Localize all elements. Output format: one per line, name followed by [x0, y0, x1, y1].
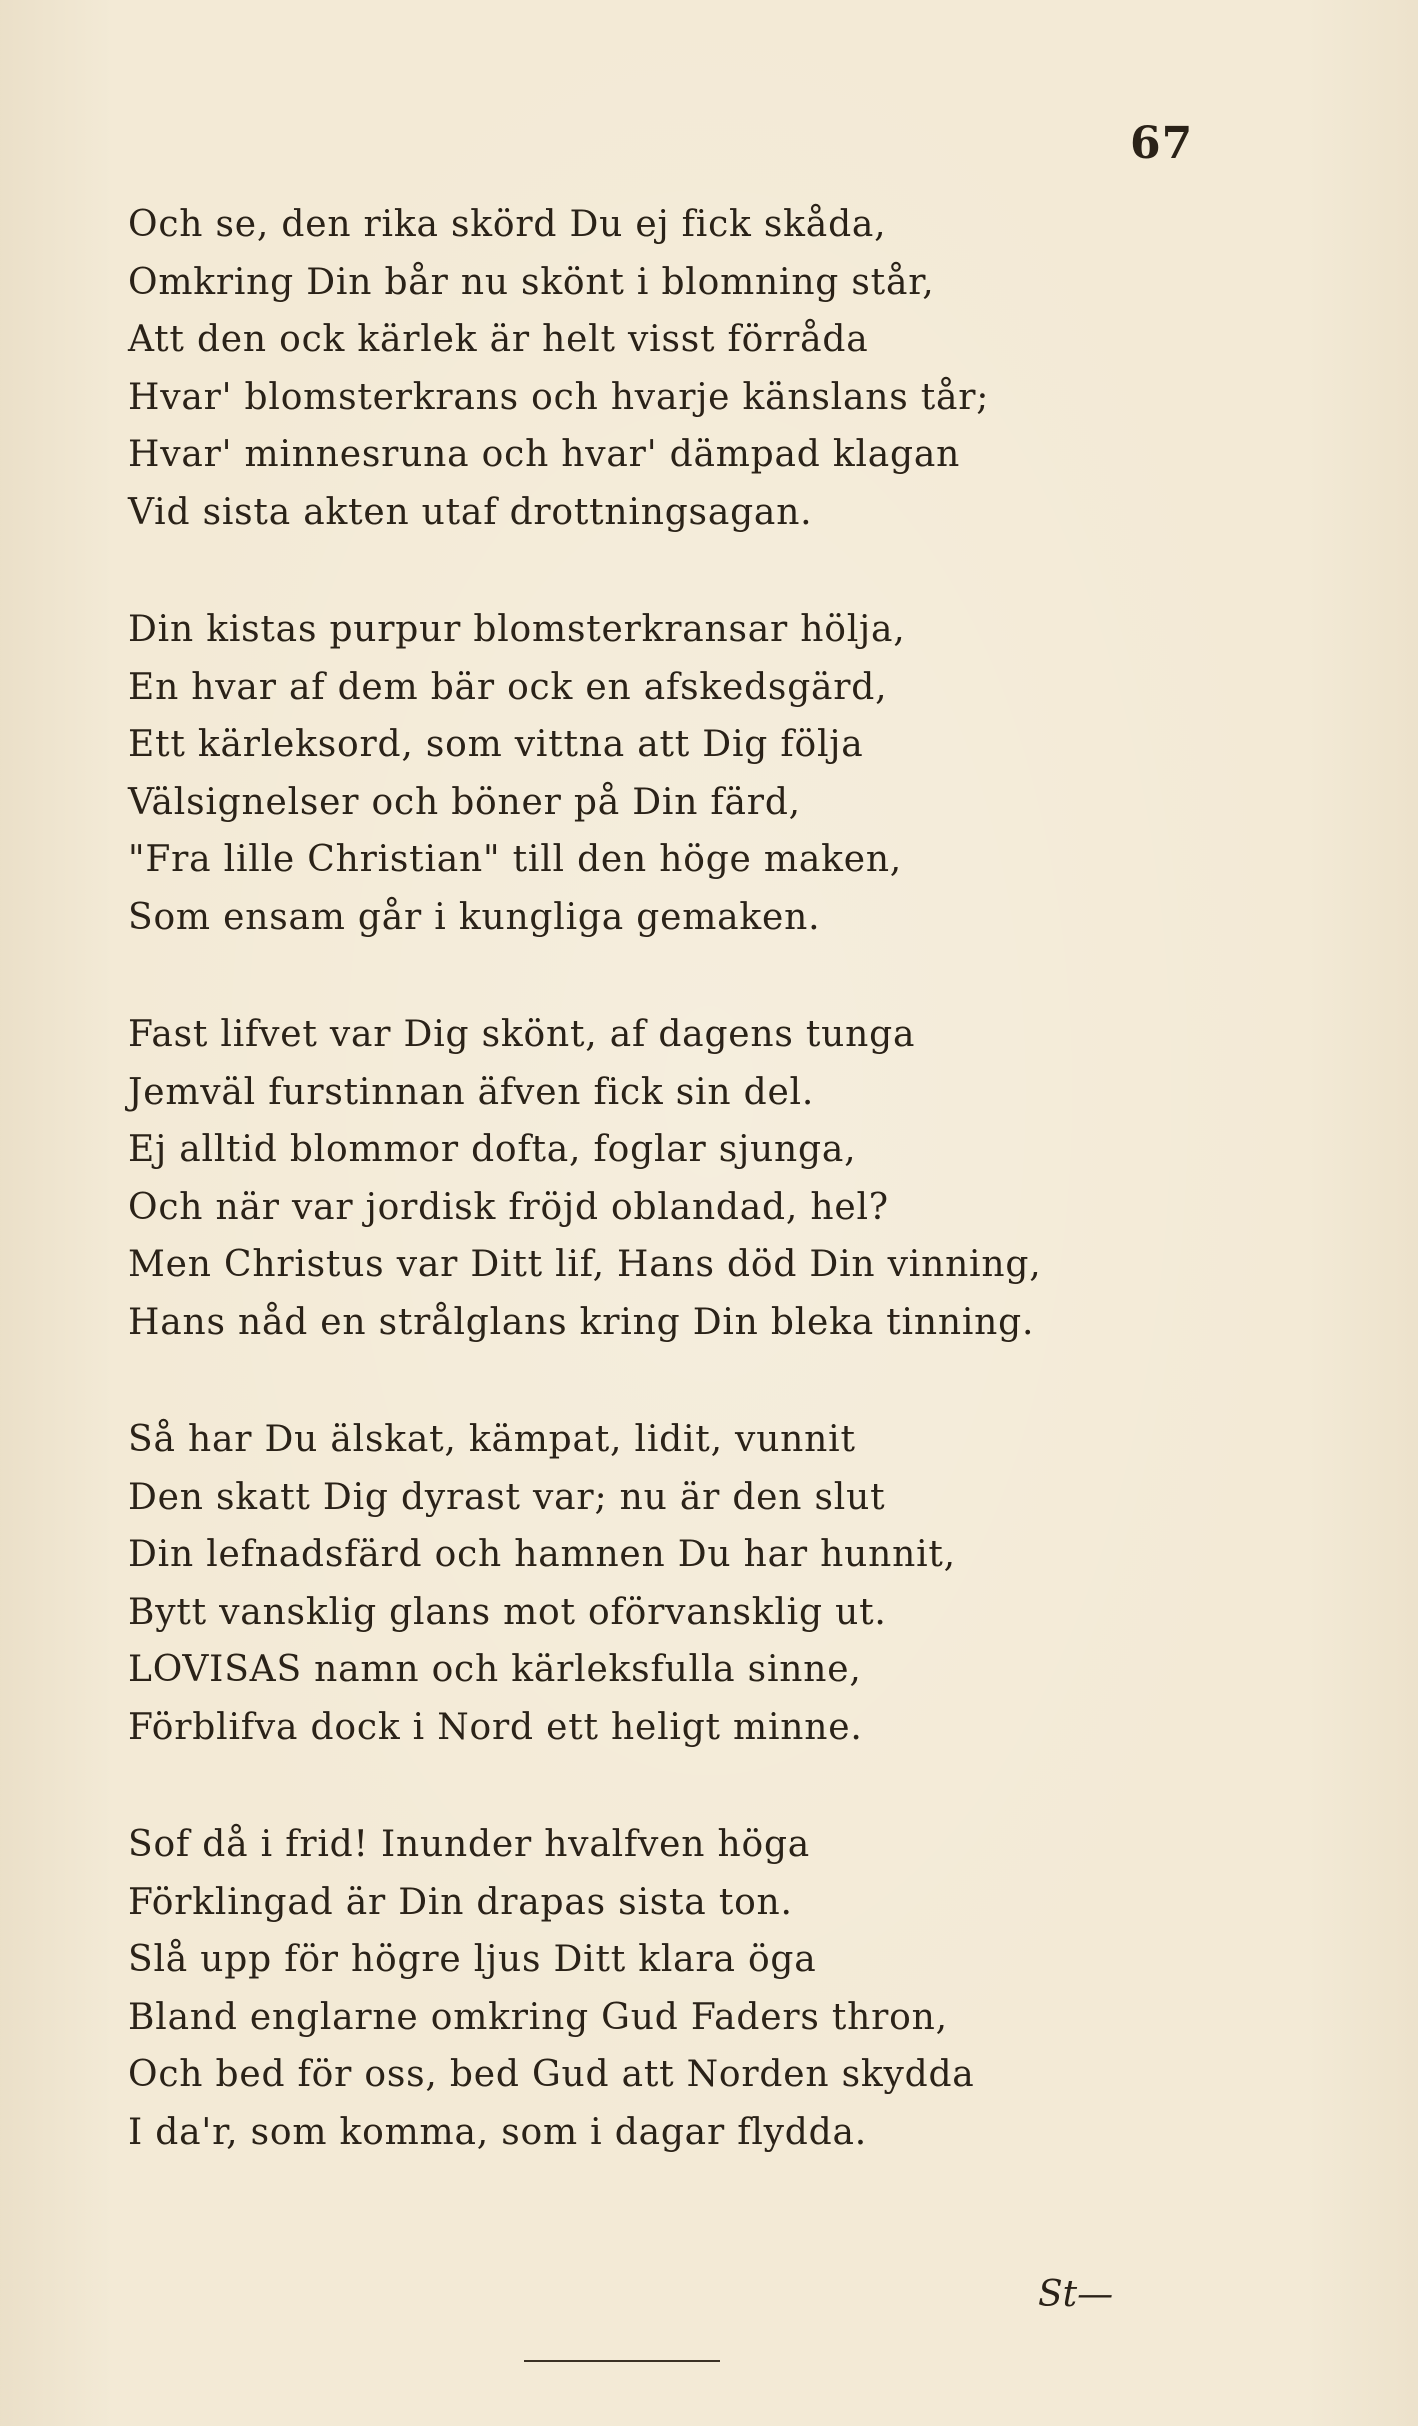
stanza-4 — [128, 1411, 1308, 1756]
poem-line: Hvar' blomsterkrans och hvarje känslans tår; — [128, 376, 990, 418]
poem-line: Ett kärleksord, som vittna att Dig följa — [128, 724, 864, 765]
stanza-2 — [128, 601, 1308, 946]
poem-line: Vid sista akten utaf drottningsagan. — [128, 491, 813, 533]
page-number: 67 — [1130, 118, 1194, 169]
stanza-3 — [128, 1006, 1308, 1351]
poem-line: Bland englarne omkring Gud Faders thron, — [128, 1996, 948, 2038]
closing-rule — [524, 2360, 720, 2362]
poem-line: Och bed för oss, bed Gud att Norden skydda — [128, 2054, 975, 2095]
poem-line: Omkring Din bår nu skönt i blomning står, — [128, 261, 935, 303]
catchword: St— — [1038, 2274, 1114, 2315]
poem-line: Så har Du älskat, kämpat, lidit, vunnit — [128, 1419, 856, 1460]
poem-line: En hvar af dem bär ock en afskedsgärd, — [128, 666, 888, 708]
poem-line: Förklingad är Din drapas sista ton. — [128, 1881, 793, 1923]
poem-line: Hans nåd en strålglans kring Din bleka tinning. — [128, 1301, 1035, 1343]
poem-line: Din kistas purpur blomsterkransar hölja, — [128, 609, 906, 650]
poem-line: Ej alltid blommor dofta, foglar sjunga, — [128, 1129, 857, 1170]
poem-line: Den skatt Dig dyrast var; nu är den slut — [128, 1476, 886, 1518]
poem-line: Fast lifvet var Dig skönt, af dagens tunga — [128, 1014, 916, 1055]
poem-line: LOVISAS namn och kärleksfulla sinne, — [128, 1649, 862, 1690]
poem-line: Välsignelser och böner på Din färd, — [128, 781, 801, 823]
poem — [128, 196, 1308, 2221]
poem-line: Bytt vansklig glans mot oförvansklig ut. — [128, 1591, 887, 1633]
poem-line: Och se, den rika skörd Du ej fick skåda, — [128, 204, 887, 245]
poem-line: Men Christus var Ditt lif, Hans död Din vinning, — [128, 1244, 1042, 1285]
poem-line: Att den ock kärlek är helt visst förråda — [128, 319, 869, 360]
poem-line: Hvar' minnesruna och hvar' dämpad klagan — [128, 434, 961, 475]
poem-line: Förblifva dock i Nord ett heligt minne. — [128, 1706, 863, 1748]
poem-line: Slå upp för högre ljus Ditt klara öga — [128, 1939, 817, 1980]
stanza-1 — [128, 196, 1308, 541]
poem-line: Som ensam går i kungliga gemaken. — [128, 896, 821, 938]
stanza-5 — [128, 1816, 1308, 2161]
poem-line: Sof då i frid! Inunder hvalfven höga — [128, 1824, 811, 1865]
poem-line: "Fra lille Christian" till den höge maken, — [128, 839, 903, 880]
poem-line: Din lefnadsfärd och hamnen Du har hunnit, — [128, 1534, 956, 1575]
poem-line: I da'r, som komma, som i dagar flydda. — [128, 2111, 867, 2153]
poem-line: Och när var jordisk fröjd oblandad, hel? — [128, 1186, 889, 1228]
poem-line: Jemväl furstinnan äfven fick sin del. — [128, 1071, 815, 1113]
